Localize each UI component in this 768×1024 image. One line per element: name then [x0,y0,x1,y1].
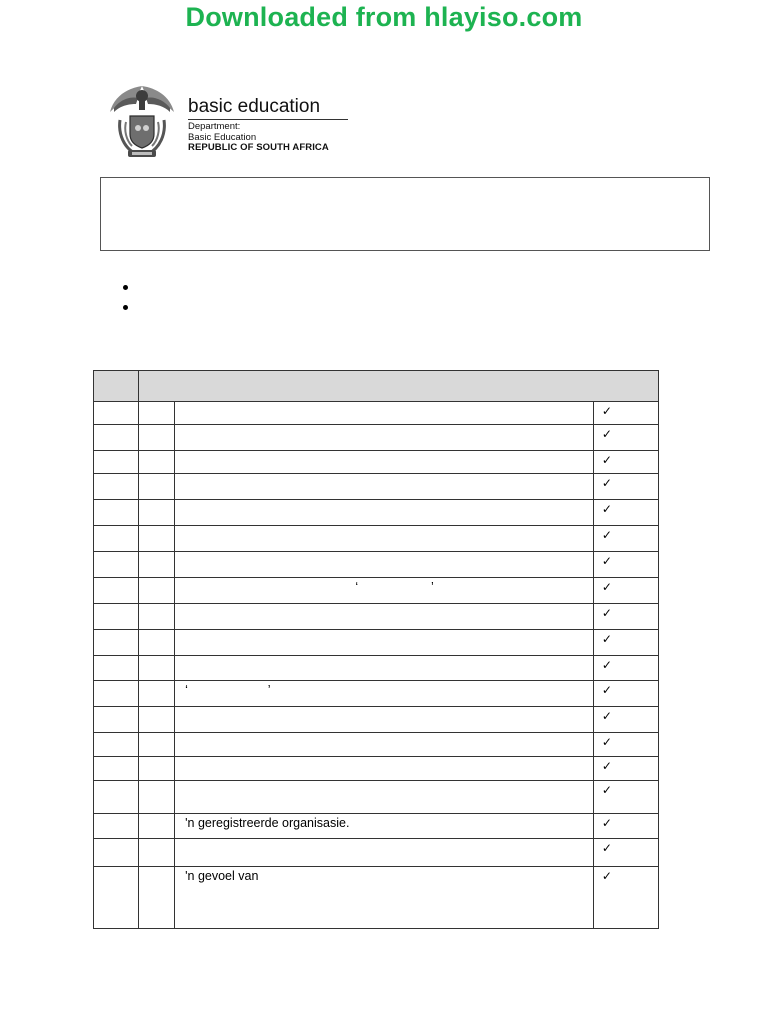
mark-cell [593,733,658,757]
checkmark-icon: ✓ [601,658,612,672]
bullet-dot-icon [123,305,128,310]
checkmark-icon: ✓ [601,606,612,620]
table-row [94,451,659,474]
checkmark-icon: ✓ [601,580,612,594]
question-number-cell [94,656,139,681]
question-number-cell [94,578,139,604]
checkmark-icon: ✓ [601,759,612,773]
answer-text: 'n geregistreerde organisasie. [185,816,350,830]
sub-number-cell [139,604,175,630]
sub-number-cell [139,681,175,707]
checkmark-icon: ✓ [601,476,612,490]
checkmark-icon: ✓ [601,683,612,697]
logo-text [188,96,352,154]
answer-text [175,757,593,759]
table-row [94,757,659,781]
table-row [94,656,659,681]
answer-cell [175,604,594,630]
mark-cell [593,630,658,656]
answer-text [175,604,593,606]
checkmark-icon: ✓ [601,453,612,467]
answer-cell [175,402,594,425]
table-row [94,425,659,451]
answer-cell [175,630,594,656]
mark-cell [593,867,658,929]
mark-cell [593,578,658,604]
sub-number-cell [139,867,175,929]
question-number-cell [94,681,139,707]
mark-cell [593,781,658,814]
answer-cell [175,451,594,474]
checkmark-icon: ✓ [601,502,612,516]
mark-cell [593,526,658,552]
sub-number-cell [139,707,175,733]
question-number-cell [94,814,139,839]
mark-cell [593,814,658,839]
table-header-row [94,371,659,402]
mark-cell [593,474,658,500]
mark-cell [593,402,658,425]
sub-number-cell [139,402,175,425]
answer-text [175,402,593,404]
question-number-cell [94,781,139,814]
answer-text [175,552,593,554]
sub-number-cell [139,451,175,474]
mark-cell [593,656,658,681]
header-cell-title [139,371,659,402]
checkmark-icon: ✓ [601,427,612,441]
mark-cell [593,681,658,707]
header-cell-question [94,371,139,402]
question-number-cell [94,867,139,929]
answer-text [175,526,593,528]
sub-number-cell [139,757,175,781]
sub-number-cell [139,474,175,500]
checkmark-icon: ✓ [601,528,612,542]
coat-of-arms-icon [106,82,178,162]
answer-text [175,707,593,709]
checkmark-icon: ✓ [601,816,612,830]
answer-text [175,474,593,476]
answer-cell [175,526,594,552]
sub-number-cell [139,552,175,578]
table-row [94,814,659,839]
mark-cell [593,757,658,781]
question-number-cell [94,707,139,733]
table-row [94,681,659,707]
table-row [94,604,659,630]
watermark-banner: Downloaded from hlayiso.com [185,2,583,32]
answer-cell [175,500,594,526]
logo-line-1: Department: [188,121,241,132]
sub-number-cell [139,500,175,526]
checkmark-icon: ✓ [601,841,612,855]
sub-number-cell [139,425,175,451]
answer-cell [175,839,594,867]
table-row [94,707,659,733]
sub-number-cell [139,839,175,867]
table-row [94,733,659,757]
answer-text [175,656,593,658]
answer-cell [175,867,594,929]
table-row [94,500,659,526]
mark-cell [593,604,658,630]
answer-text [175,839,593,841]
sub-number-cell [139,733,175,757]
logo-title: basic education [188,96,348,120]
answer-cell [175,656,594,681]
answer-cell [175,681,594,707]
answer-cell [175,757,594,781]
question-number-cell [94,500,139,526]
answer-cell [175,733,594,757]
table-row [94,526,659,552]
table-row [94,578,659,604]
sub-number-cell [139,656,175,681]
question-number-cell [94,839,139,867]
checkmark-icon: ✓ [601,735,612,749]
answer-cell [175,578,594,604]
question-number-cell [94,757,139,781]
question-number-cell [94,552,139,578]
answer-text [175,630,593,632]
mark-cell [593,707,658,733]
question-number-cell [94,733,139,757]
question-number-cell [94,630,139,656]
question-number-cell [94,402,139,425]
answer-text [175,451,593,453]
exam-header-box [100,177,710,251]
checkmark-icon: ✓ [601,632,612,646]
answer-cell [175,552,594,578]
answer-text [175,733,593,735]
question-number-cell [94,604,139,630]
mark-cell [593,425,658,451]
table-row [94,402,659,425]
answer-cell [175,781,594,814]
answer-text: ‘ ’ [185,683,271,697]
table-row [94,630,659,656]
sub-number-cell [139,781,175,814]
answer-text [175,425,593,427]
mark-cell [593,500,658,526]
sub-number-cell [139,814,175,839]
checkmark-icon: ✓ [601,869,612,883]
question-number-cell [94,451,139,474]
table-row [94,474,659,500]
checkmark-icon: ✓ [601,404,612,418]
question-number-cell [94,526,139,552]
logo-line-3: REPUBLIC OF SOUTH AFRICA [188,142,329,153]
table-row [94,867,659,929]
mark-cell [593,552,658,578]
sub-number-cell [139,578,175,604]
question-number-cell [94,425,139,451]
sub-number-cell [139,526,175,552]
answer-text: 'n gevoel van [185,869,259,883]
logo-line-2: Basic Education [188,131,257,143]
answer-cell [175,474,594,500]
answer-text [175,781,593,783]
answer-cell [175,425,594,451]
checkmark-icon: ✓ [601,783,612,797]
answer-text: ‘ ’ [185,580,434,594]
answer-cell [175,814,594,839]
mark-cell [593,451,658,474]
checkmark-icon: ✓ [601,709,612,723]
answer-text [175,500,593,502]
sub-number-cell [139,630,175,656]
table-row [94,781,659,814]
checkmark-icon: ✓ [601,554,612,568]
question-number-cell [94,474,139,500]
table-row [94,839,659,867]
mark-cell [593,839,658,867]
table-body [94,402,659,929]
table-row [94,552,659,578]
memorandum-table [93,370,659,929]
department-logo [106,82,356,162]
answer-cell [175,707,594,733]
bullet-dot-icon [123,285,128,290]
